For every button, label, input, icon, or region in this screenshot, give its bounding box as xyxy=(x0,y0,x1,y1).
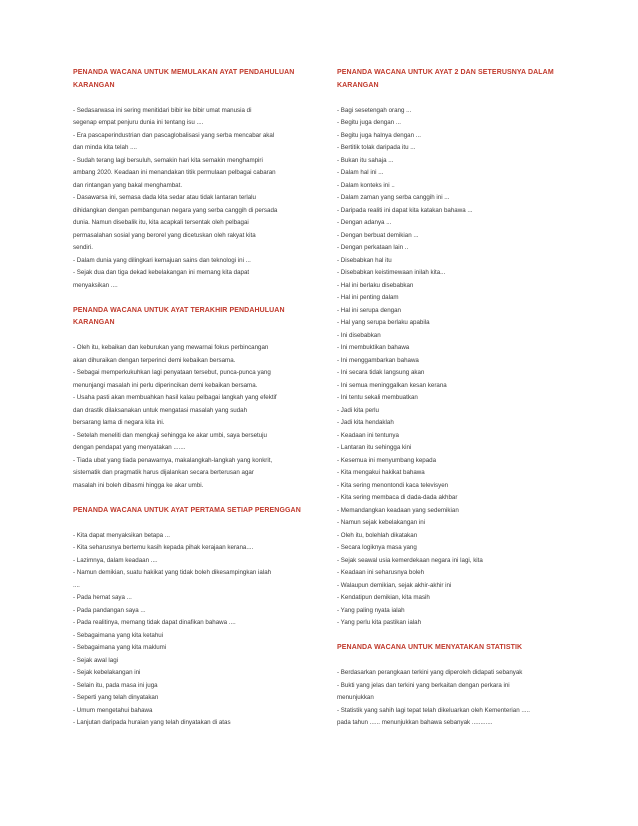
text-line: dengan pendapat yang menyatakan ....... xyxy=(73,444,186,451)
text-line: dunia. Namun disebalik itu, kita acapkali tersentak oleh pelbagai xyxy=(73,219,249,226)
text-line: - Bukan itu sahaja ... xyxy=(337,156,394,164)
text-line: dan rintangan yang bakal menghambat. xyxy=(73,181,183,189)
text-line: - Tiada ubat yang tiada penawarnya, makalangkah-langkah yang konkrit, xyxy=(73,456,273,464)
section xyxy=(337,642,587,730)
text-line: - Yang paling nyata ialah xyxy=(337,606,405,614)
text-line: - Seperti yang telah dinyatakan xyxy=(73,694,159,701)
text-line: - Bukti yang jelas dan terkini yang berkaitan dengan perkara ini xyxy=(337,681,510,689)
text-line: - Dalam dunia yang dilingkari kemajuan sains dan teknologi ini ... xyxy=(73,256,251,264)
text-line: - Berdasarkan perangkaan terkini yang diperoleh didapati sebanyak xyxy=(337,669,523,676)
text-line: - Bagi sesetengah orang ... xyxy=(337,106,412,114)
text-line: menunjukkan xyxy=(337,694,374,701)
text-line: - Ini secara tidak langsung akan xyxy=(337,369,425,376)
text-line: - Disebabkan keistimewaan inilah kita... xyxy=(337,269,446,276)
text-line: - Lantaran itu sehingga kini xyxy=(337,444,412,451)
text-line: - Keadaan ini seharusnya boleh xyxy=(337,569,425,576)
heading-line: KARANGAN xyxy=(73,319,115,326)
text-line: - Sedasarwasa ini sering menitidari bibir ke bibir umat manusia di xyxy=(73,106,252,114)
section-gap xyxy=(73,492,316,505)
text-line: - Oleh itu, kebaikan dan keburukan yang mewarnai fokus perbincangan xyxy=(73,344,269,351)
text-line: - Kita sering membaca di dada-dada akhbar xyxy=(337,494,458,501)
section xyxy=(73,67,316,292)
heading-line: PENANDA WACANA UNTUK MENYATAKAN STATISTIK xyxy=(337,644,523,651)
text-line: - Lazimnya, dalam keadaan .... xyxy=(73,556,158,564)
text-line: - Era pascaperindustrian dan pascaglobalisasi yang serba mencabar akal xyxy=(73,131,275,139)
text-line: - Sejak kebelakangan ini xyxy=(73,669,141,676)
text-line: - Dengan berbuat demikian ... xyxy=(337,231,419,239)
text-line: - Kita sering menontondi kaca televisyen xyxy=(337,481,449,489)
text-line: - Memandangkan keadaan yang sedemikian xyxy=(337,506,459,514)
heading-line: PENANDA WACANA UNTUK MEMULAKAN AYAT PENDAHULUAN xyxy=(73,69,295,76)
text-line: - Umum mengetahui bahawa xyxy=(73,706,153,714)
text-line: - Dalam zaman yang serba canggih ini ... xyxy=(337,194,450,201)
text-line: - Begitu juga halnya dengan ... xyxy=(337,131,421,139)
section-gap xyxy=(337,630,587,643)
text-line: menyaksikan .... xyxy=(73,281,118,289)
text-line: - Kita mengakui hakikat bahawa xyxy=(337,469,425,476)
text-line: - Ini membuktikan bahawa xyxy=(337,344,410,351)
right-column xyxy=(337,67,587,730)
heading-line: PENANDA WACANA UNTUK AYAT PERTAMA SETIAP PERENGGAN xyxy=(73,506,301,514)
text-line: - Disebabkan hal itu xyxy=(337,256,392,264)
text-line: - Ini tentu sekali membuatkan xyxy=(337,394,418,401)
text-line: - Kita seharusnya bertemu kasih kepada pihak kerajaan kerana.... xyxy=(73,544,254,551)
text-line: - Setelah meneliti dan mengkaji sehingga ke akar umbi, saya bersetuju xyxy=(73,431,267,439)
text-line: - Dalam hal ini ... xyxy=(337,169,384,176)
text-line: - Yang perlu kita pastikan ialah xyxy=(337,619,422,626)
text-line: - Walaupun demikian, sejak akhir-akhir ini xyxy=(337,581,452,589)
text-line: .... xyxy=(73,581,80,589)
text-line: segenap empat penjuru dunia ini tentang isu .... xyxy=(73,119,204,126)
text-line: permasalahan sosial yang berorel yang dicetuskan oleh rakyat kita xyxy=(73,231,256,239)
text-line: - Jadi kita perlu xyxy=(337,406,379,414)
text-line: - Sejak dua dan tiga dekad kebelakangan ini memang kita dapat xyxy=(73,269,250,276)
section-heading xyxy=(73,505,316,518)
section-heading xyxy=(73,305,316,330)
text-line: - Statistik yang sahih lagi tepat telah dikeluarkan oleh Kementerian ..... xyxy=(337,706,530,714)
text-line: - Sejak seawal usia kemerdekaan negara ini lagi, kita xyxy=(337,556,483,564)
text-line: - Sebagai memperkukuhkan lagi penyataan tersebut, punca-punca yang xyxy=(73,369,271,376)
section-heading xyxy=(73,67,316,92)
text-line: dihidangkan dengan pembangunan negara yang serba canggih di persada xyxy=(73,206,278,214)
text-line: - Hal yang serupa berlaku apabila xyxy=(337,319,430,326)
text-line: - Namun sejak kebelakangan ini xyxy=(337,519,426,526)
section xyxy=(73,305,316,493)
text-line: - Sebagaimana yang kita ketahui xyxy=(73,631,164,639)
text-line: masalah ini boleh dibasmi hingga ke akar umbi. xyxy=(73,481,204,489)
text-line: dan drastik dilaksanakan untuk mengatasi masalah yang sudah xyxy=(73,406,248,414)
text-line: - Dalam konteks ini .. xyxy=(337,181,395,189)
heading-line: KARANGAN xyxy=(73,81,115,89)
text-line: - Pada pandangan saya ... xyxy=(73,606,146,614)
heading-line: PENANDA WACANA UNTUK AYAT TERAKHIR PENDAHULUAN xyxy=(73,306,285,314)
heading-line: PENANDA WACANA UNTUK AYAT 2 DAN SETERUSNYA DALAM xyxy=(337,69,554,76)
text-line: - Dengan adanya ... xyxy=(337,219,392,226)
text-line: - Namun demikian, suatu hakikat yang tidak boleh dikesampingkan ialah xyxy=(73,569,272,576)
text-line: sistematik dan pragmatik harus dijalankan secara berterusan agar xyxy=(73,469,254,476)
section-heading xyxy=(337,67,587,92)
text-line: - Ini semua meninggalkan kesan kerana xyxy=(337,381,447,389)
text-line: - Jadi kita hendaklah xyxy=(337,419,394,426)
text-line: - Hal ini berlaku disebabkan xyxy=(337,281,414,289)
section-gap xyxy=(73,292,316,305)
text-line: - Begitu juga dengan ... xyxy=(337,119,401,126)
section xyxy=(73,505,316,730)
text-line: - Sudah terang lagi bersuluh, semakin hari kita semakin menghampiri xyxy=(73,156,263,164)
text-line: - Pada realitinya, memang tidak dapat dinafikan bahawa .... xyxy=(73,619,236,626)
text-line: - Hal ini penting dalam xyxy=(337,294,399,301)
text-line: - Selain itu, pada masa ini juga xyxy=(73,681,158,689)
text-line: - Oleh itu, bolehlah dikatakan xyxy=(337,531,418,539)
text-line: akan dihuraikan dengan terperinci demi kebaikan bersama. xyxy=(73,356,236,364)
section-heading xyxy=(337,642,587,655)
text-line: - Kita dapat menyaksikan betapa ... xyxy=(73,531,170,539)
text-line: pada tahun ...... menunjukkan bahawa sebanyak ............ xyxy=(337,719,493,726)
text-line: sendiri. xyxy=(73,244,93,251)
text-line: - Dasawarsa ini, semasa dada kita sedar atau tidak lantaran terlalu xyxy=(73,194,256,201)
text-line: ambang 2020. Keadaan ini menandakan titik permulaan pelbagai cabaran xyxy=(73,169,276,176)
text-line: - Dengan perkataan lain .. xyxy=(337,244,409,251)
text-line: - Secara logiknya masa yang xyxy=(337,544,417,551)
text-line: - Lanjutan daripada huraian yang telah dinyatakan di atas xyxy=(73,719,231,726)
text-line: - Ini disebabkan xyxy=(337,331,381,339)
text-line: - Kendatipun demikian, kita masih xyxy=(337,594,430,601)
text-line: - Daripada realiti ini dapat kita katakan bahawa ... xyxy=(337,206,473,214)
text-line: - Kesemua ini menyumbang kepada xyxy=(337,456,437,464)
text-line: - Pada hemat saya ... xyxy=(73,594,132,601)
heading-line: KARANGAN xyxy=(337,81,379,89)
section xyxy=(337,67,587,630)
text-line: - Ini menggambarkan bahawa xyxy=(337,356,419,364)
left-column xyxy=(73,67,316,730)
text-line: - Usaha pasti akan membuahkan hasil kalau pelbagai langkah yang efektif xyxy=(73,394,277,401)
text-line: dan minda kita telah .... xyxy=(73,144,137,151)
text-line: - Hal ini serupa dengan xyxy=(337,306,401,314)
text-line: bersarang lama di negara kita ini. xyxy=(73,419,165,426)
text-line: - Keadaan ini tentunya xyxy=(337,431,399,439)
text-line: - Bertitik tolak daripada itu ... xyxy=(337,144,416,151)
text-line: - Sebagaimana yang kita maklumi xyxy=(73,644,167,651)
text-line: - Sejak awal lagi xyxy=(73,656,119,664)
text-line: menunjangi masalah ini perlu diperincikan demi kebaikan bersama. xyxy=(73,381,258,389)
